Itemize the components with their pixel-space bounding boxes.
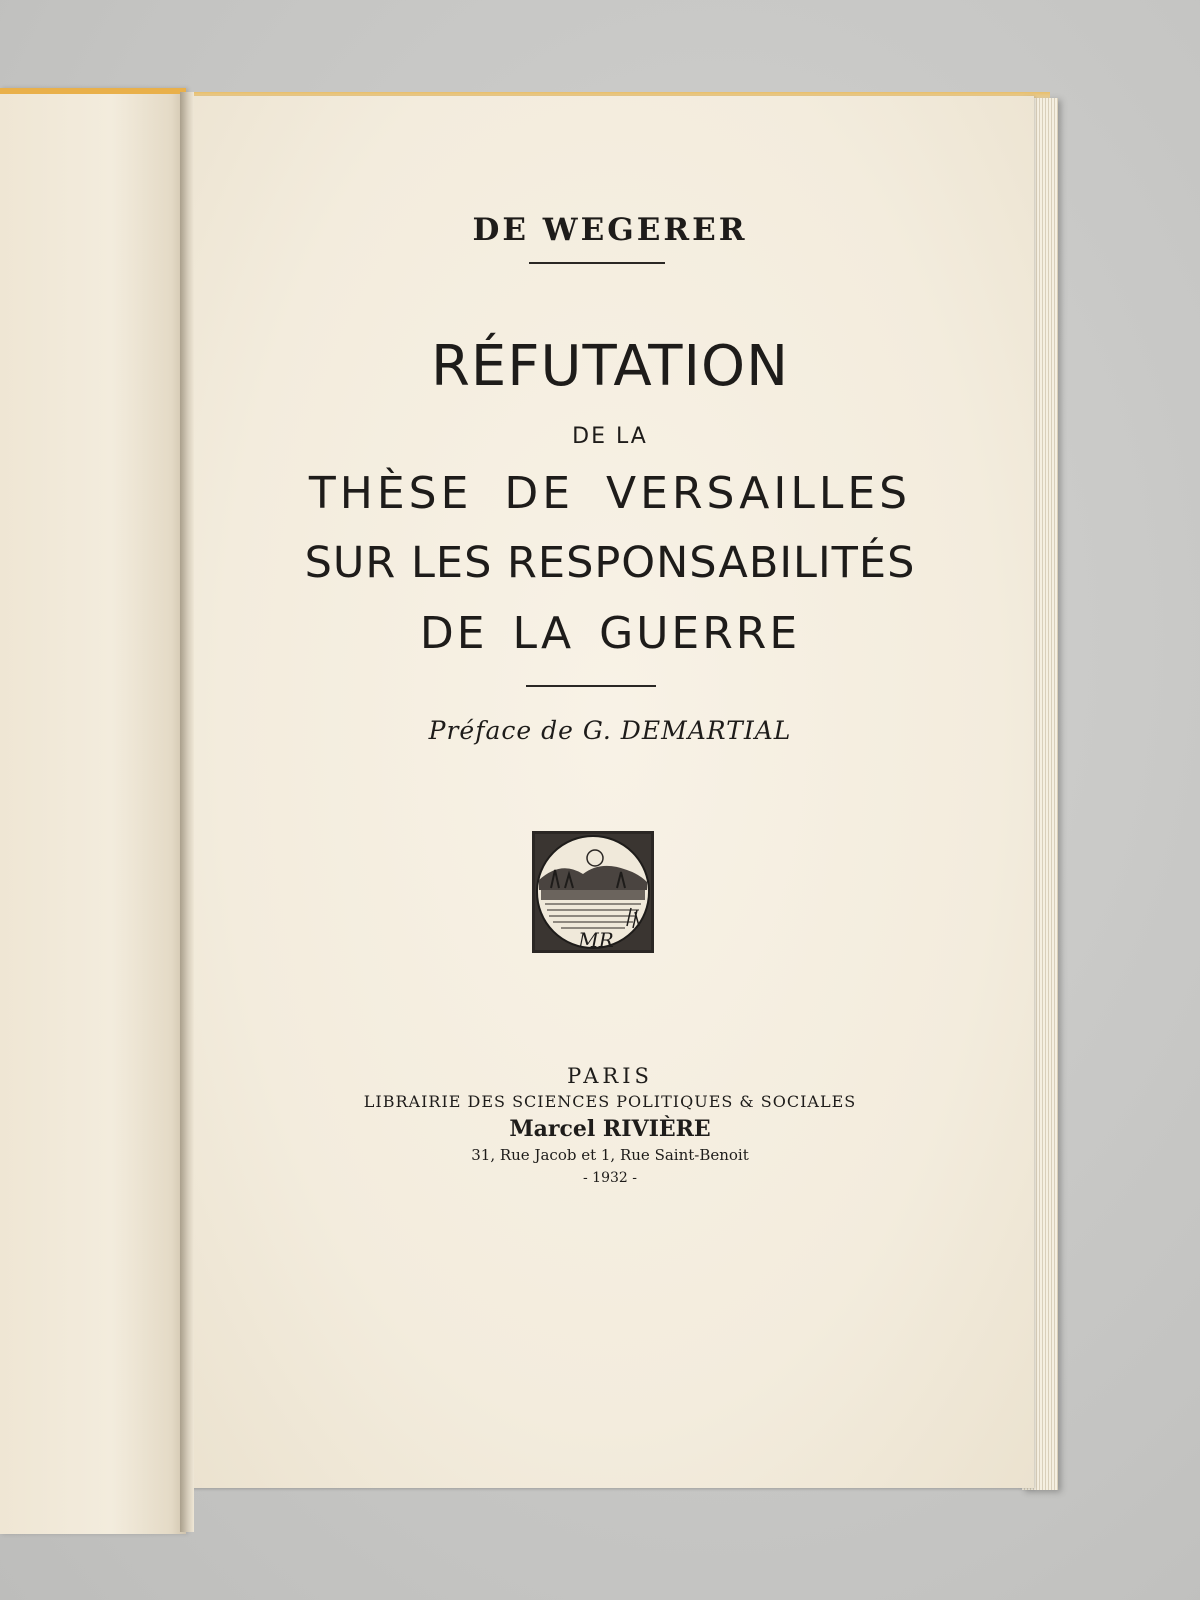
book-gutter xyxy=(180,92,194,1532)
imprint-year: - 1932 - xyxy=(583,1170,637,1186)
vignette-monogram: MR xyxy=(578,928,614,952)
imprint-publisher-name: Marcel RIVIÈRE xyxy=(509,1116,711,1142)
divider-rule xyxy=(526,685,656,687)
divider-rule xyxy=(529,262,665,264)
main-title: RÉFUTATION xyxy=(430,334,789,399)
title-page-sheet xyxy=(186,96,1034,1488)
subtitle-line: DE LA GUERRE xyxy=(419,608,801,659)
title-connector: DE LA xyxy=(572,424,648,449)
imprint-publisher-line: LIBRAIRIE DES SCIENCES POLITIQUES & SOCIALES xyxy=(363,1092,857,1111)
subtitle-line: THÈSE DE VERSAILLES xyxy=(308,468,912,519)
title-page xyxy=(186,96,1034,1488)
subtitle-line: SUR LES RESPONSABILITÉS xyxy=(304,538,916,588)
preface-credit: Préface de G. DEMARTIAL xyxy=(428,716,792,745)
author-name: DE WEGERER xyxy=(472,212,748,248)
imprint-place: PARIS xyxy=(567,1064,653,1088)
imprint-address: 31, Rue Jacob et 1, Rue Saint-Benoit xyxy=(471,1146,749,1164)
left-page xyxy=(0,88,186,1534)
